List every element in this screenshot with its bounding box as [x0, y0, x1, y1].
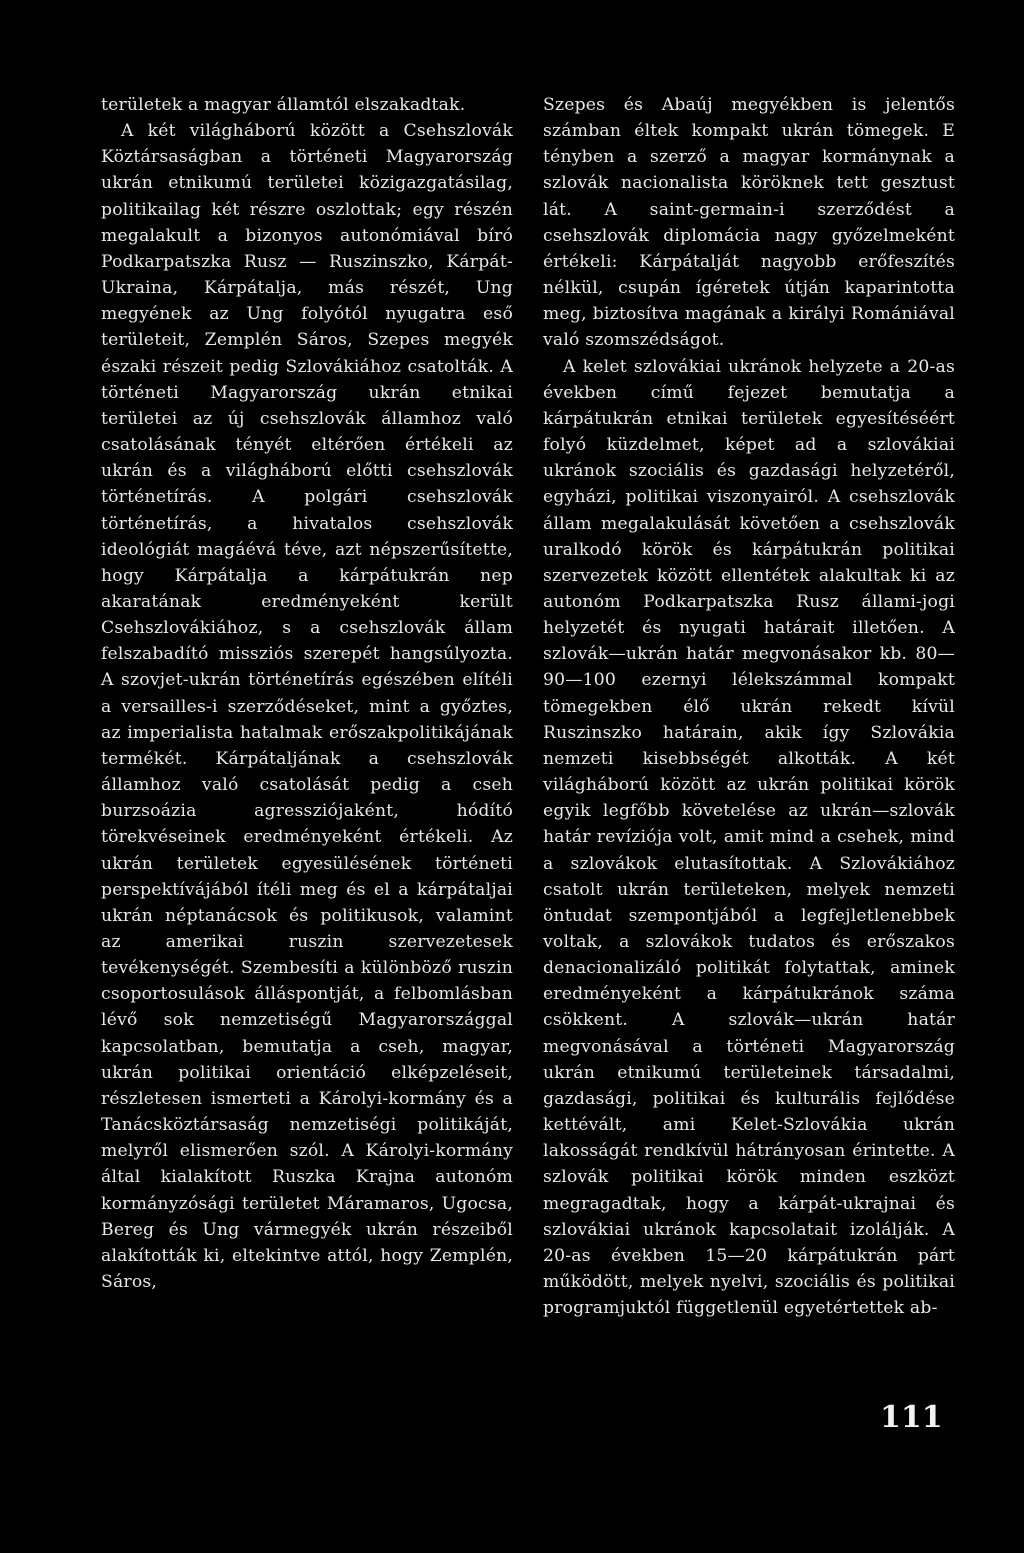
right-paragraph-1: Szepes és Abaúj megyékben is jelentős számban éltek kompakt ukrán tömegek. E tényben a szerző a magyar kormánynak a szlovák nacionalista köröknek tett gesztust lát. A saint-germain-i szerződést a csehszlovák diplomácia nagy győzelmeként értékeli: Kárpátalját nagyobb erőfeszítés nélkül, csupán ígéretek útján kaparintotta meg, biztosítva magának a királyi Romániával való szomszédságot. — [543, 95, 955, 351]
left-paragraph-1: területek a magyar államtól elszakadtak. — [101, 95, 466, 115]
right-paragraph-2: A kelet szlovákiai ukránok helyzete a 20-as években című fejezet bemutatja a kárpátukrán etnikai területek egyesítéséért folyó küzdelmet, képet ad a szlovákiai ukránok szociális és gazdasági helyzetéről, egyházi, politikai viszonyairól. A csehszlovák állam megalakulását követően a csehszlovák uralkodó körök és kárpátukrán politikai szervezetek között ellentétek alakultak ki az autonóm Podkarpatszka Rusz állami-jogi helyzetét és nyugati határait illetően. A szlovák—ukrán határ megvonásakor kb. 80—90—100 ezernyi lélekszámmal kompakt tömegekben élő ukrán rekedt kívül Ruszinszko határain, akik így Szlovákia nemzeti kisebbségét alkották. A két világháború között az ukrán politikai körök egyik legfőbb követelése az ukrán—szlovák határ revíziója volt, amit mind a csehek, mind a szlovákok elutasítottak. A Szlovákiához csatolt ukrán területeken, melyek nemzeti öntudat szempontjából a legfejletlenebbek voltak, a szlovákok tudatos és erőszakos denacionalizáló politikát folytattak, aminek eredményeként a kárpátukránok száma csökkent. A szlovák—ukrán határ megvonásával a történeti Magyarország ukrán etnikumú területeinek társadalmi, gazdasági, politikai és kulturális fejlődése kettévált, ami Kelet-Szlovákia ukrán lakosságát rendkívül hátrányosan érintette. A szlovák politikai körök minden eszközt megragadtak, hogy a kárpát-ukrajnai és szlovákiai ukránok kapcsolatait izolálják. A 20-as években 15—20 kárpátukrán párt működött, melyek nyelvi, szociális és politikai programjuktól függetlenül egyetértettek ab- — [543, 356, 955, 1319]
left-paragraph-2: A két világháború között a Csehszlovák Köztársaságban a történeti Magyarország ukrán etnikumú területei közigazgatásilag, politikailag két részre oszlottak; egy részén megalakult a bizonyos autonómiával bíró Podkarpatszka Rusz — Ruszinszko, Kárpát-Ukraina, Kárpátalja, más részét, Ung megyének az Ung folyótól nyugatra eső területeit, Zemplén Sáros, Szepes megyék északi részeit pedig Szlovákiához csatolták. A történeti Magyarország ukrán etnikai területei az új csehszlovák államhoz való csatolásának tényét eltérően értékeli az ukrán és a világháború előtti csehszlovák történetírás. A polgári csehszlovák történetírás, a hivatalos csehszlovák ideológiát magáévá téve, azt népszerűsítette, hogy Kárpátalja a kárpátukrán nep akaratának eredményeként került Csehszlovákiához, s a csehszlovák állam felszabadító missziós szerepét hangsúlyozta. A szovjet-ukrán történetírás egészében elítéli a versailles-i szerződéseket, mint a győztes, az imperialista hatalmak erőszakpolitikájának termékét. Kárpátaljának a csehszlovák államhoz való csatolását pedig a cseh burzsoázia agressziójaként, hódító törekvéseinek eredményeként értékeli. Az ukrán területek egyesülésének történeti perspektívájából ítéli meg és el a kárpátaljai ukrán néptanácsok és politikusok, valamint az amerikai ruszin szervezetesek tevékenységét. Szembesíti a különböző ruszin csoportosulások álláspontját, a felbomlásban lévő sok nemzetiségű Magyarországgal kapcsolatban, bemutatja a cseh, magyar, ukrán politikai orientáció elképzeléseit, részletesen ismerteti a Károlyi-kormány és a Tanácsköztársaság nemzetiségi politikáját, melyről elismerően szól. A Károlyi-kormány által kialakított Ruszka Krajna autonóm kormányzósági területet Máramaros, Ugocsa, Bereg és Ung vármegyék ukrán részeiből alakították ki, eltekintve attól, hogy Zemplén, Sáros, — [101, 121, 513, 1293]
page-number: 111 — [880, 1400, 943, 1435]
left-column — [101, 92, 513, 1295]
right-column — [543, 92, 955, 1321]
